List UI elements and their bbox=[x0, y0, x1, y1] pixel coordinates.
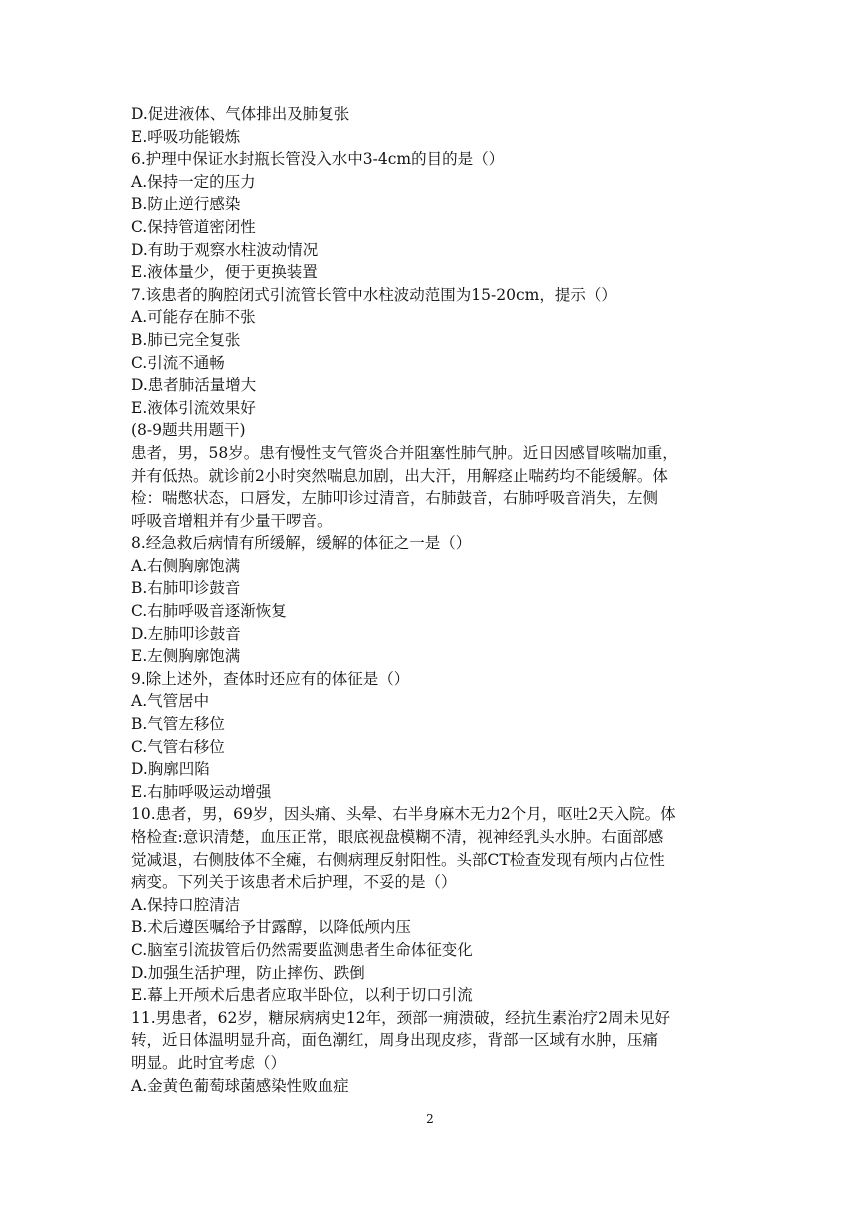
q5-option-e: E.呼吸功能锻炼 bbox=[131, 127, 241, 146]
q10-option-b: B.术后遵医嘱给予甘露醇，以降低颅内压 bbox=[131, 918, 411, 937]
q9-stem: 9.除上述外，查体时还应有的体征是（） bbox=[131, 669, 410, 688]
q10-stem-line: 觉减退，右侧肢体不全瘫，右侧病理反射阳性。头部CT检查发现有颅内占位性 bbox=[131, 850, 665, 869]
q9-option-e: E.右肺呼吸运动增强 bbox=[131, 782, 272, 801]
document-body bbox=[131, 103, 731, 1097]
q8-option-e: E.左侧胸廓饱满 bbox=[131, 647, 241, 666]
q7-stem: 7.该患者的胸腔闭式引流管长管中水柱波动范围为15-20cm，提示（） bbox=[131, 285, 617, 304]
q9-option-b: B.气管左移位 bbox=[131, 715, 225, 734]
q6-option-e: E.液体量少，便于更换装置 bbox=[131, 263, 318, 282]
q8-option-b: B.右肺叩诊鼓音 bbox=[131, 579, 241, 598]
q11-option-a: A.金黄色葡萄球菌感染性败血症 bbox=[131, 1076, 349, 1095]
q11-stem-line: 11.男患者，62岁，糖尿病病史12年，颈部一痈溃破，经抗生素治疗2周未见好 bbox=[131, 1008, 670, 1027]
q8-option-d: D.左肺叩诊鼓音 bbox=[131, 624, 241, 643]
q6-option-d: D.有助于观察水柱波动情况 bbox=[131, 240, 319, 259]
q10-option-c: C.脑室引流拔管后仍然需要监测患者生命体征变化 bbox=[131, 940, 473, 959]
q7-option-c: C.引流不通畅 bbox=[131, 353, 225, 372]
q7-option-a: A.可能存在肺不张 bbox=[131, 308, 256, 327]
case-8-9-line: 呼吸音增粗并有少量干啰音。 bbox=[131, 511, 333, 530]
q8-option-c: C.右肺呼吸音逐渐恢复 bbox=[131, 602, 287, 621]
q6-stem: 6.护理中保证水封瓶长管没入水中3-4cm的目的是（） bbox=[131, 150, 505, 169]
q9-option-d: D.胸廓凹陷 bbox=[131, 760, 210, 779]
q6-option-a: A.保持一定的压力 bbox=[131, 172, 256, 191]
case-8-9-line: 并有低热。就诊前2小时突然喘息加剧，出大汗，用解痉止喘药均不能缓解。体 bbox=[131, 466, 668, 485]
q11-stem-line: 转，近日体温明显升高，面色潮红，周身出现皮疹，背部一区域有水肿，压痛 bbox=[131, 1031, 659, 1050]
shared-stem-heading: (8-9题共用题干) bbox=[131, 421, 246, 440]
q8-stem: 8.经急救后病情有所缓解，缓解的体征之一是（） bbox=[131, 534, 472, 553]
q7-option-d: D.患者肺活量增大 bbox=[131, 376, 257, 395]
q10-stem-line: 格检查:意识清楚，血压正常，眼底视盘模糊不清，视神经乳头水肿。右面部感 bbox=[131, 828, 664, 846]
q11-stem-line: 明显。此时宜考虑（） bbox=[131, 1053, 287, 1072]
q10-stem-line: 10.患者，男，69岁，因头痛、头晕、右半身麻木无力2个月，呕吐2天入院。体 bbox=[131, 805, 676, 824]
q9-option-a: A.气管居中 bbox=[131, 692, 210, 711]
case-8-9-line: 患者，男，58岁。患有慢性支气管炎合并阻塞性肺气肿。近日因感冒咳喘加重， bbox=[131, 443, 678, 462]
case-8-9-line: 检：喘憋状态，口唇发，左肺叩诊过清音，右肺鼓音，右肺呼吸音消失，左侧 bbox=[131, 489, 659, 508]
q6-option-b: B.防止逆行感染 bbox=[131, 195, 241, 214]
q10-option-a: A.保持口腔清洁 bbox=[131, 895, 241, 914]
q6-option-c: C.保持管道密闭性 bbox=[131, 217, 256, 236]
q7-option-e: E.液体引流效果好 bbox=[131, 398, 256, 417]
q7-option-b: B.肺已完全复张 bbox=[131, 330, 241, 349]
q10-option-e: E.幕上开颅术后患者应取半卧位，以利于切口引流 bbox=[131, 986, 473, 1005]
q9-option-c: C.气管右移位 bbox=[131, 737, 225, 756]
q5-option-d: D.促进液体、气体排出及肺复张 bbox=[131, 105, 350, 123]
q8-option-a: A.右侧胸廓饱满 bbox=[131, 556, 241, 575]
page-number: 2 bbox=[426, 1112, 434, 1126]
q10-option-d: D.加强生活护理，防止摔伤、跌倒 bbox=[131, 963, 365, 982]
q10-stem-line: 病变。下列关于该患者术后护理，不妥的是（） bbox=[131, 873, 457, 892]
